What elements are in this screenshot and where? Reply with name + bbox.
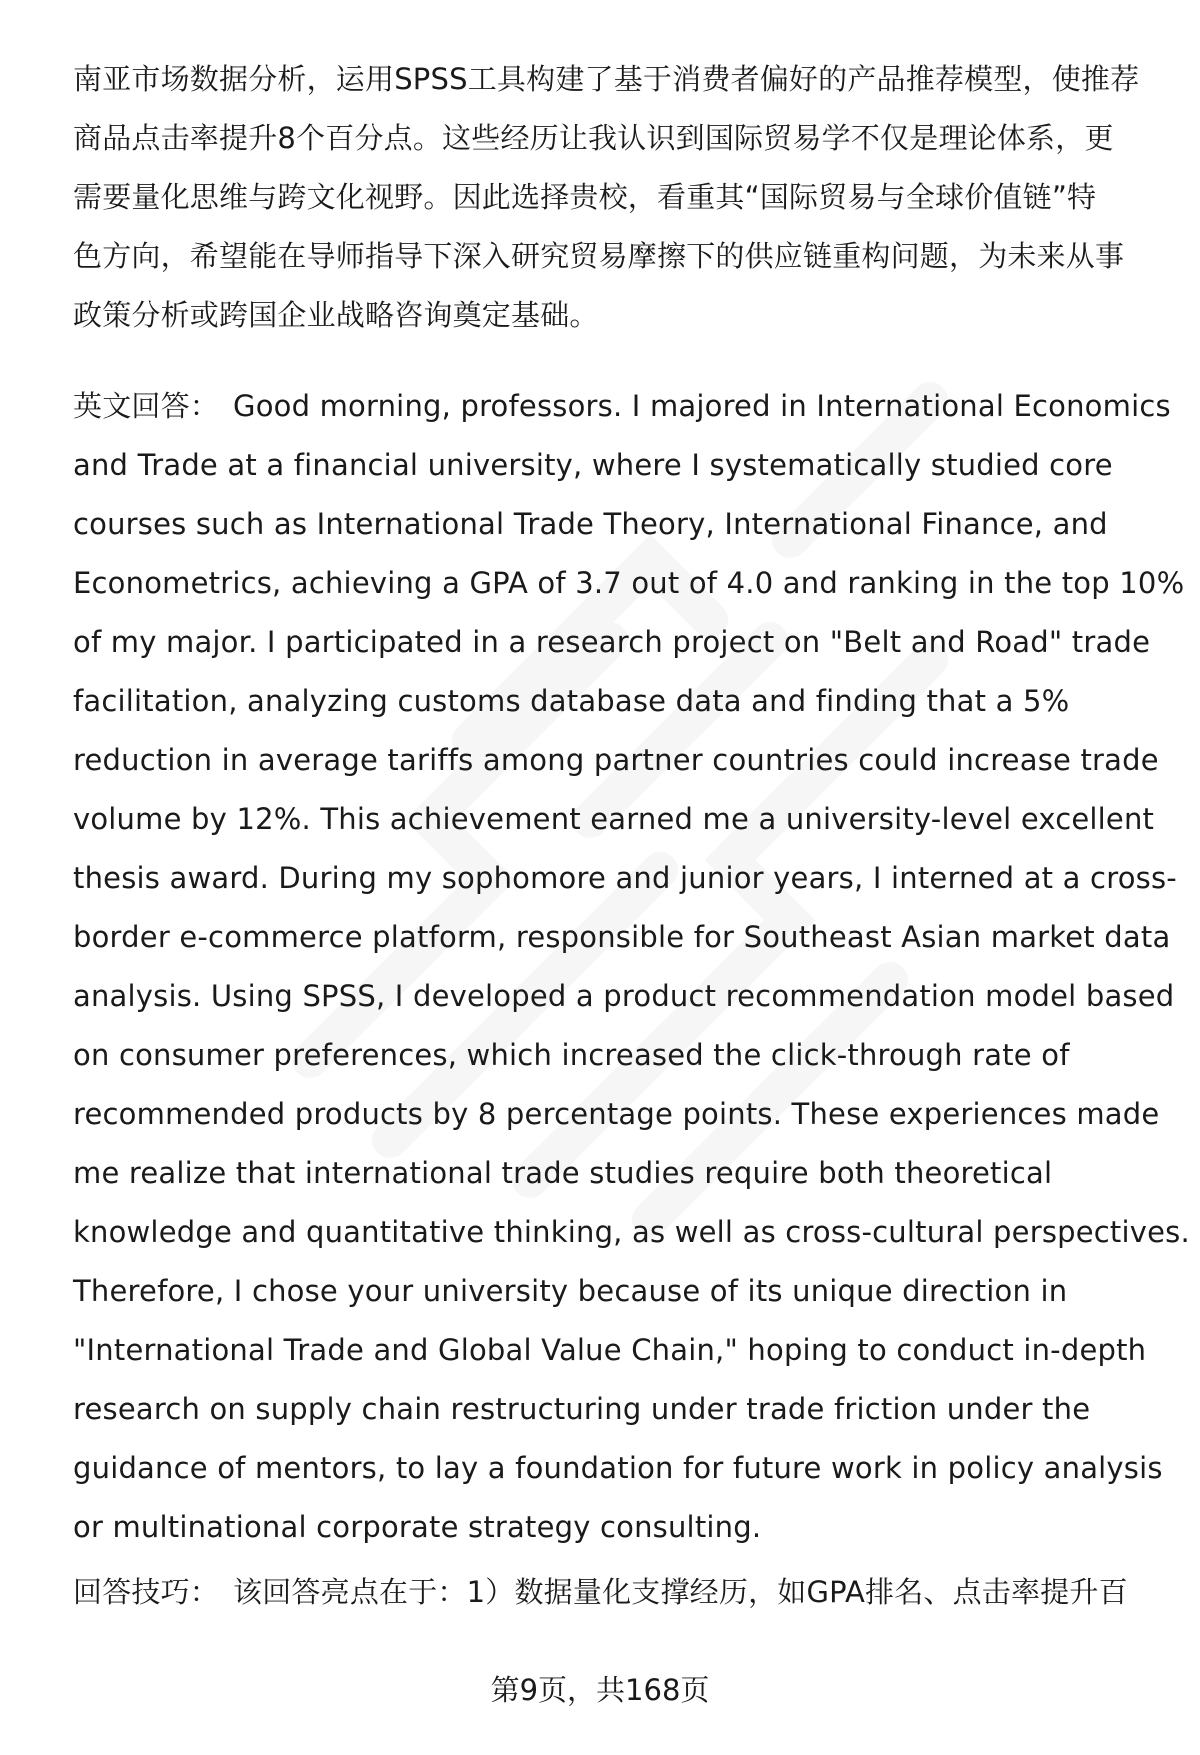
text-line: and Trade at a financial university, where I systematically studied core bbox=[73, 448, 1113, 482]
text-line: 需要量化思维与跨文化视野。因此选择贵校，看重其“国际贸易与全球价值链”特 bbox=[73, 180, 1097, 214]
answer-tips-label: 回答技巧： bbox=[73, 1575, 220, 1609]
english-answer-first-line: Good morning, professors. I majored in International Economics bbox=[233, 389, 1171, 423]
page-indicator: 第9页，共168页 bbox=[490, 1673, 710, 1707]
text-line: 政策分析或跨国企业战略咨询奠定基础。 bbox=[73, 298, 599, 332]
text-line: of my major. I participated in a research project on "Belt and Road" trade bbox=[73, 625, 1151, 659]
text-line: thesis award. During my sophomore and junior years, I interned at a cross- bbox=[73, 861, 1177, 895]
text-line: or multinational corporate strategy consulting. bbox=[73, 1510, 762, 1544]
text-line: 色方向，希望能在导师指导下深入研究贸易摩擦下的供应链重构问题，为未来从事 bbox=[73, 239, 1125, 273]
text-line: recommended products by 8 percentage points. These experiences made bbox=[73, 1097, 1160, 1131]
text-line: Therefore, I chose your university because of its unique direction in bbox=[73, 1274, 1068, 1308]
answer-tips-paragraph bbox=[73, 1563, 1163, 1622]
text-line bbox=[73, 1563, 1163, 1622]
text-line: 南亚市场数据分析，运用SPSS工具构建了基于消费者偏好的产品推荐模型，使推荐 bbox=[73, 62, 1140, 96]
text-line: volume by 12%. This achievement earned me a university-level excellent bbox=[73, 802, 1155, 836]
text-line: facilitation, analyzing customs database data and finding that a 5% bbox=[73, 684, 1070, 718]
text-line: research on supply chain restructuring under trade friction under the bbox=[73, 1392, 1091, 1426]
text-line: Econometrics, achieving a GPA of 3.7 out of 4.0 and ranking in the top 10% bbox=[73, 566, 1185, 600]
english-answer-paragraph bbox=[73, 377, 1190, 1557]
text-line: me realize that international trade studies require both theoretical bbox=[73, 1156, 1053, 1190]
answer-tips-text: 该回答亮点在于：1）数据量化支撑经历，如GPA排名、点击率提升百 bbox=[233, 1575, 1128, 1609]
english-answer-label: 英文回答： bbox=[73, 389, 220, 423]
chinese-paragraph bbox=[73, 50, 1163, 345]
text-line: 商品点击率提升8个百分点。这些经历让我认识到国际贸易学不仅是理论体系，更 bbox=[73, 121, 1114, 155]
text-line: on consumer preferences, which increased the click-through rate of bbox=[73, 1038, 1070, 1072]
text-line: "International Trade and Global Value Chain," hoping to conduct in-depth bbox=[73, 1333, 1147, 1367]
text-line bbox=[73, 377, 1171, 436]
text-line: analysis. Using SPSS, I developed a product recommendation model based bbox=[73, 979, 1175, 1013]
text-line: reduction in average tariffs among partner countries could increase trade bbox=[73, 743, 1159, 777]
text-line: courses such as International Trade Theory, International Finance, and bbox=[73, 507, 1108, 541]
text-line: guidance of mentors, to lay a foundation for future work in policy analysis bbox=[73, 1451, 1163, 1485]
text-line: border e-commerce platform, responsible for Southeast Asian market data bbox=[73, 920, 1171, 954]
text-line: knowledge and quantitative thinking, as well as cross-cultural perspectives. bbox=[73, 1215, 1190, 1249]
